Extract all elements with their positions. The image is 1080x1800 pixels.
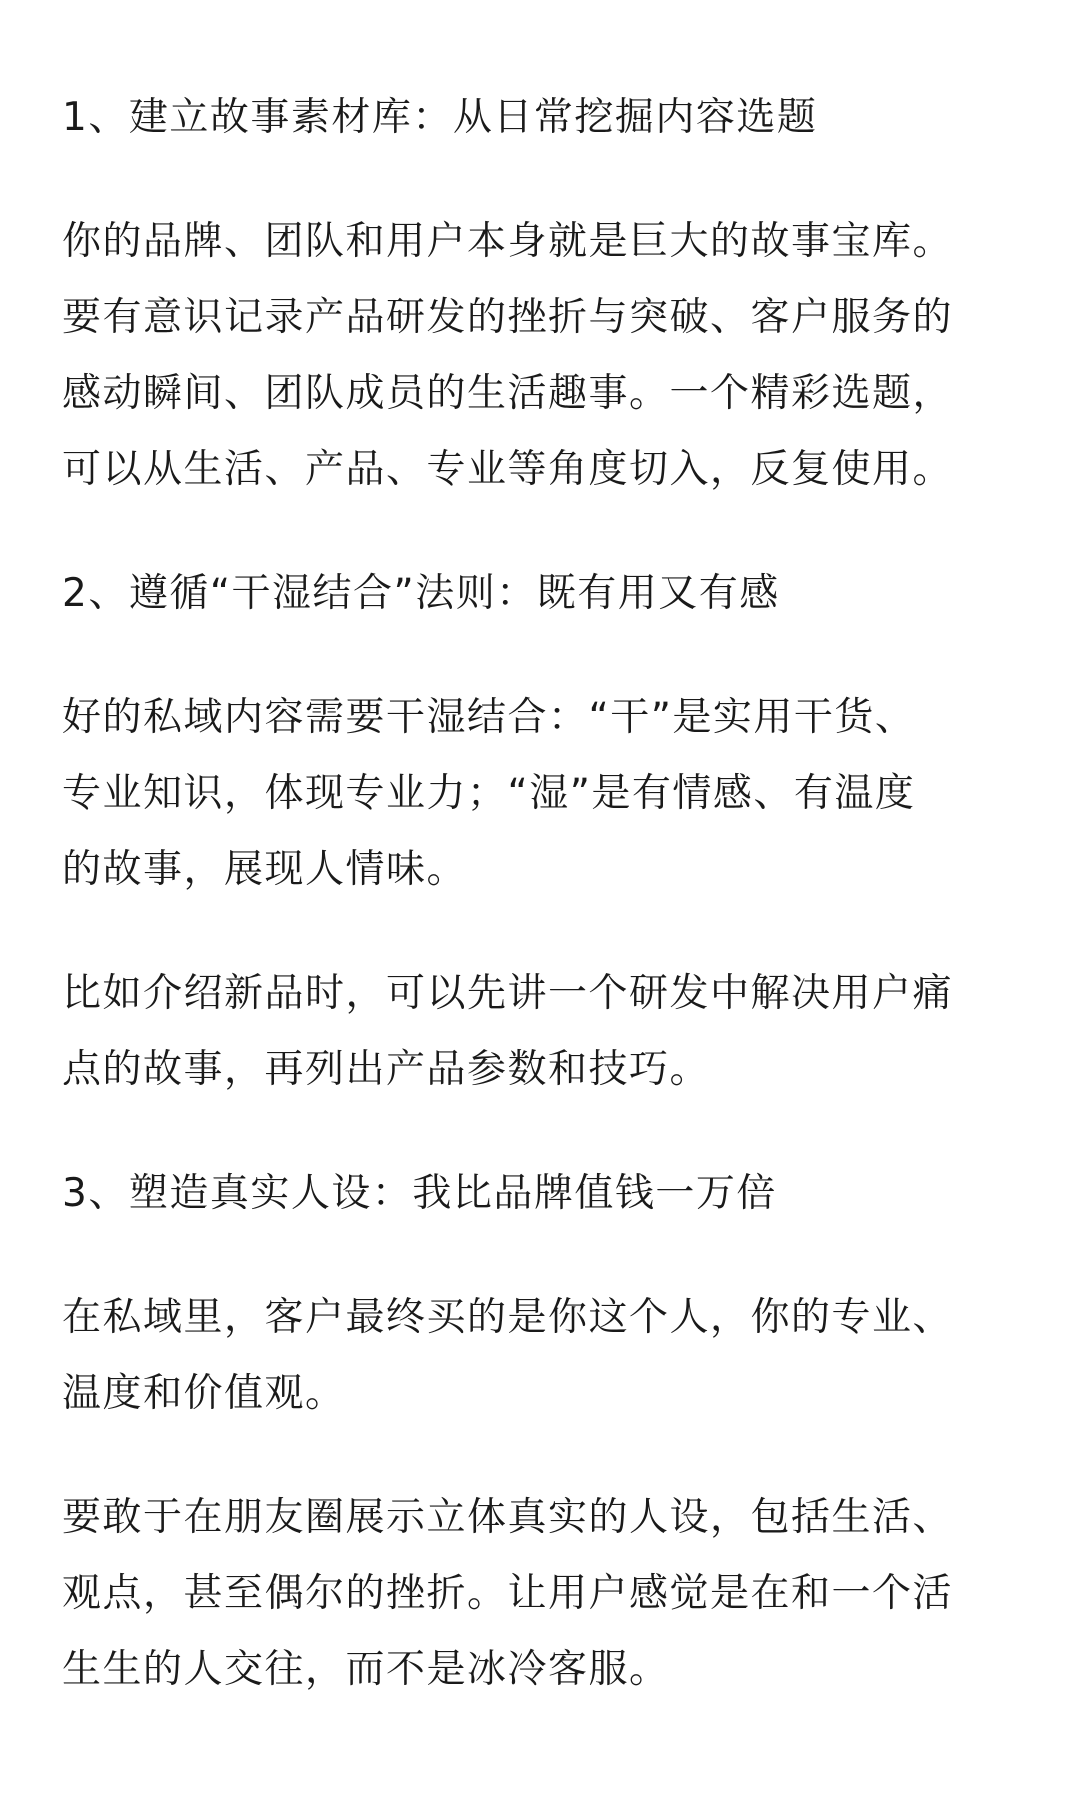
- text-line: 观点，甚至偶尔的挫折。让用户感觉是在和一个活: [62, 1571, 954, 1616]
- text-line: 要敢于在朋友圈展示立体真实的人设，包括生活、: [62, 1495, 954, 1540]
- text-line: 在私域里，客户最终买的是你这个人，你的专业、: [62, 1295, 954, 1340]
- text-line: 温度和价值观。: [62, 1371, 346, 1416]
- text-line: 要有意识记录产品研发的挫折与突破、客户服务的: [62, 295, 954, 340]
- text-line: 可以从生活、产品、专业等角度切入，反复使用。: [62, 447, 954, 492]
- text-line: 生生的人交往，而不是冰冷客服。: [62, 1647, 670, 1692]
- text-line: 专业知识，体现专业力；“湿”是有情感、有温度: [62, 771, 916, 816]
- text-line: 你的品牌、团队和用户本身就是巨大的故事宝库。: [62, 219, 954, 264]
- paragraph-gap: [62, 1232, 1042, 1280]
- paragraph-gap: [62, 632, 1042, 680]
- text-line: 感动瞬间、团队成员的生活趣事。一个精彩选题，: [62, 371, 954, 416]
- paragraph-dry-wet: [62, 680, 1042, 908]
- article-body: [62, 80, 1042, 1708]
- section-heading-3: [62, 1156, 1042, 1232]
- paragraph-gap: [62, 908, 1042, 956]
- text-line: 点的故事，再列出产品参数和技巧。: [62, 1047, 711, 1092]
- paragraph-example: [62, 956, 1042, 1108]
- text-line: 比如介绍新品时，可以先讲一个研发中解决用户痛: [62, 971, 954, 1016]
- text-line: 的故事，展现人情味。: [62, 847, 468, 892]
- text-line: 1、建立故事素材库：从日常挖掘内容选题: [62, 95, 818, 140]
- section-heading-2: [62, 556, 1042, 632]
- paragraph-gap: [62, 508, 1042, 556]
- paragraph-story-library: [62, 204, 1042, 508]
- text-line: 3、塑造真实人设：我比品牌值钱一万倍: [62, 1171, 777, 1216]
- text-line: 2、遵循“干湿结合”法则：既有用又有感: [62, 571, 780, 616]
- paragraph-gap: [62, 1432, 1042, 1480]
- section-heading-1: [62, 80, 1042, 156]
- paragraph-persona: [62, 1280, 1042, 1432]
- paragraph-moments: [62, 1480, 1042, 1708]
- paragraph-gap: [62, 1108, 1042, 1156]
- paragraph-gap: [62, 156, 1042, 204]
- text-line: 好的私域内容需要干湿结合：“干”是实用干货、: [62, 695, 916, 740]
